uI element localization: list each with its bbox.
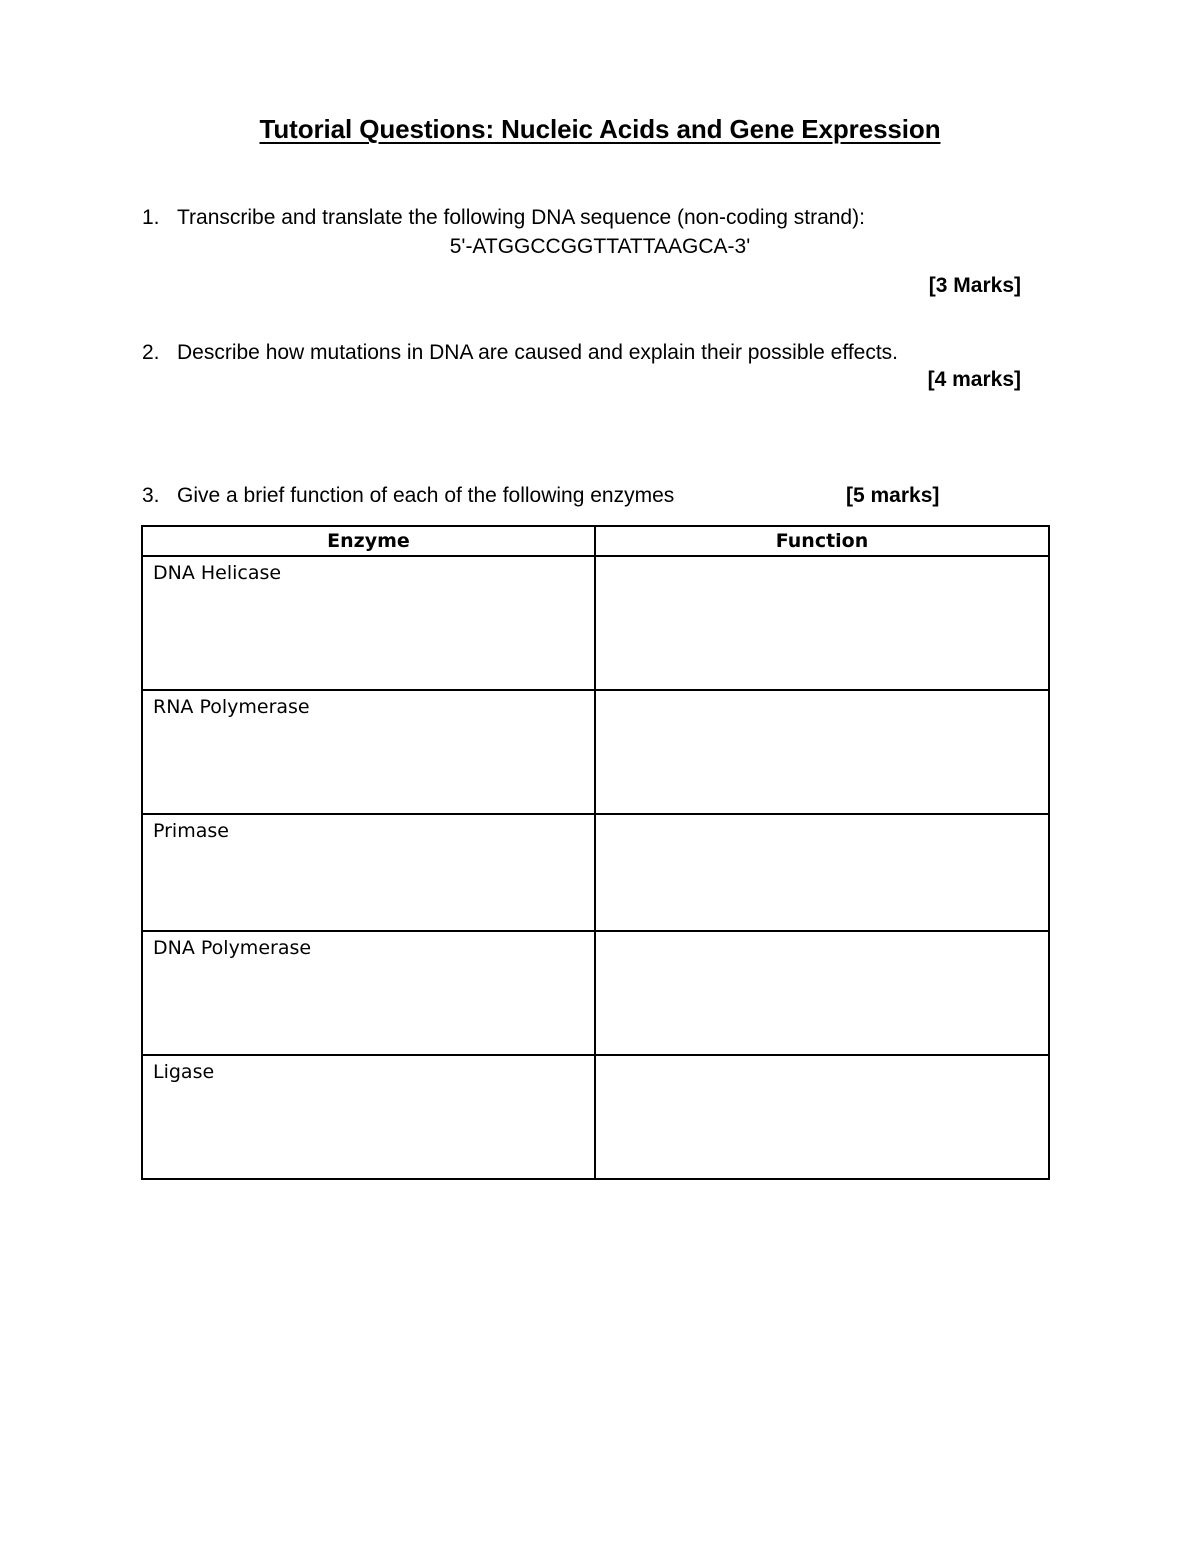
function-cell-ligase[interactable] xyxy=(595,1055,1049,1179)
enzyme-cell-ligase: Ligase xyxy=(142,1055,595,1179)
table-row xyxy=(142,690,1049,814)
table-row xyxy=(142,1055,1049,1179)
question-2-text: Describe how mutations in DNA are caused and explain their possible effects. xyxy=(177,341,899,364)
function-cell-primase[interactable] xyxy=(595,814,1049,931)
table-row xyxy=(142,931,1049,1055)
function-cell-dna-helicase[interactable] xyxy=(595,556,1049,690)
question-2-number: 2. xyxy=(142,341,160,364)
question-1-marks: [3 Marks] xyxy=(928,274,1021,297)
enzyme-cell-dna-polymerase: DNA Polymerase xyxy=(142,931,595,1055)
table-row xyxy=(142,814,1049,931)
question-1-text: Transcribe and translate the following DNA sequence (non-coding strand): xyxy=(177,206,865,229)
enzyme-cell-primase: Primase xyxy=(142,814,595,931)
question-2-marks: [4 marks] xyxy=(927,368,1021,391)
page-title: Tutorial Questions: Nucleic Acids and Gene Expression xyxy=(259,114,941,144)
dna-sequence: 5'-ATGGCCGGTTATTAAGCA-3' xyxy=(449,235,751,258)
table-header-row xyxy=(142,526,1049,556)
enzyme-cell-dna-helicase: DNA Helicase xyxy=(142,556,595,690)
question-3-marks: [5 marks] xyxy=(846,484,940,507)
question-3-number: 3. xyxy=(142,484,160,507)
function-cell-rna-polymerase[interactable] xyxy=(595,690,1049,814)
enzyme-function-table xyxy=(141,525,1050,1180)
enzyme-cell-rna-polymerase: RNA Polymerase xyxy=(142,690,595,814)
question-3-text: Give a brief function of each of the following enzymes xyxy=(177,484,675,507)
question-1-number: 1. xyxy=(142,206,160,229)
function-cell-dna-polymerase[interactable] xyxy=(595,931,1049,1055)
function-column-header: Function xyxy=(595,526,1049,556)
table-row xyxy=(142,556,1049,690)
enzyme-column-header: Enzyme xyxy=(142,526,595,556)
